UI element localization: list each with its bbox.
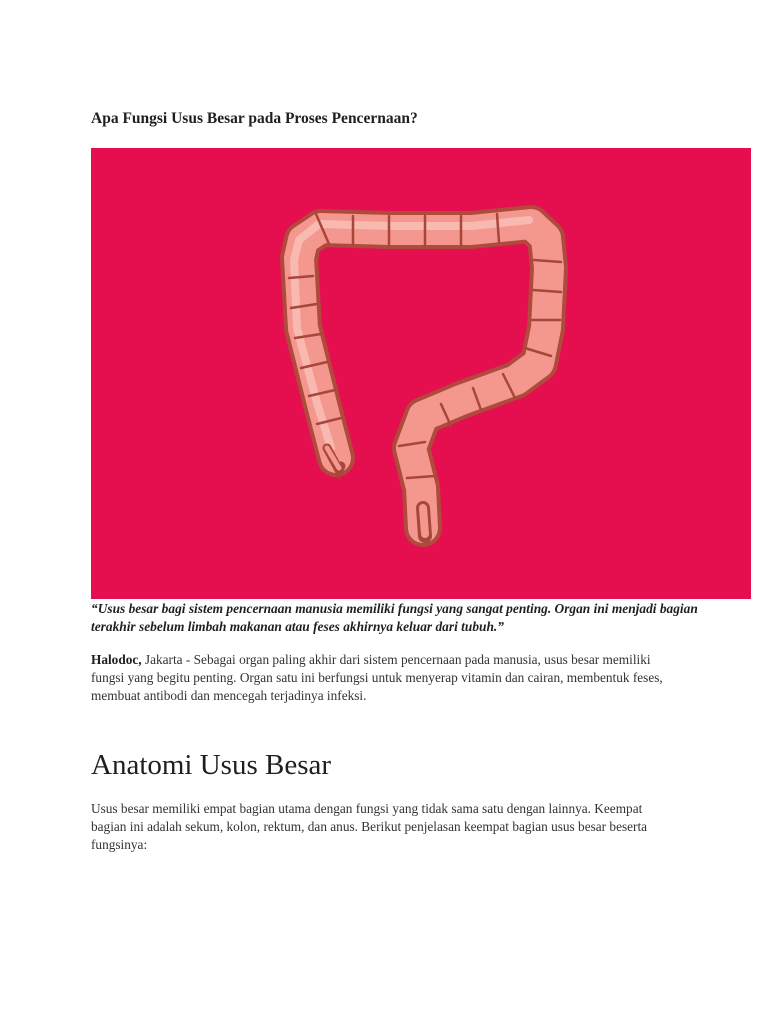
intro-lead: Halodoc,	[91, 652, 142, 667]
hero-image	[91, 148, 751, 599]
colon-fill	[299, 224, 549, 528]
large-intestine-icon	[91, 148, 751, 599]
intro-text: Jakarta - Sebagai organ paling akhir dari sistem pencernaan pada manusia, usus besar memiliki fungsi yang begitu penting. Organ satu ini berfungsi untuk menyerap vitamin dan cairan, membentuk feses, membuat antibodi dan mencegah terjadinya infeksi.	[91, 652, 663, 703]
article-quote: “Usus besar bagi sistem pencernaan manusia memiliki fungsi yang sangat penting. Organ ini menjadi bagian terakhir sebelum limbah makanan atau feses akhirnya keluar dari tubuh.”	[91, 601, 698, 634]
intro-paragraph	[91, 651, 681, 705]
article-title: Apa Fungsi Usus Besar pada Proses Pencernaan?	[91, 110, 418, 127]
section-heading: Anatomi Usus Besar	[91, 749, 332, 781]
section-paragraph: Usus besar memiliki empat bagian utama dengan fungsi yang tidak sama satu dengan lainnya. Keempat bagian ini adalah sekum, kolon, rektum, dan anus. Berikut penjelasan keempat bagian usus besar beserta fungsinya:	[91, 801, 648, 852]
